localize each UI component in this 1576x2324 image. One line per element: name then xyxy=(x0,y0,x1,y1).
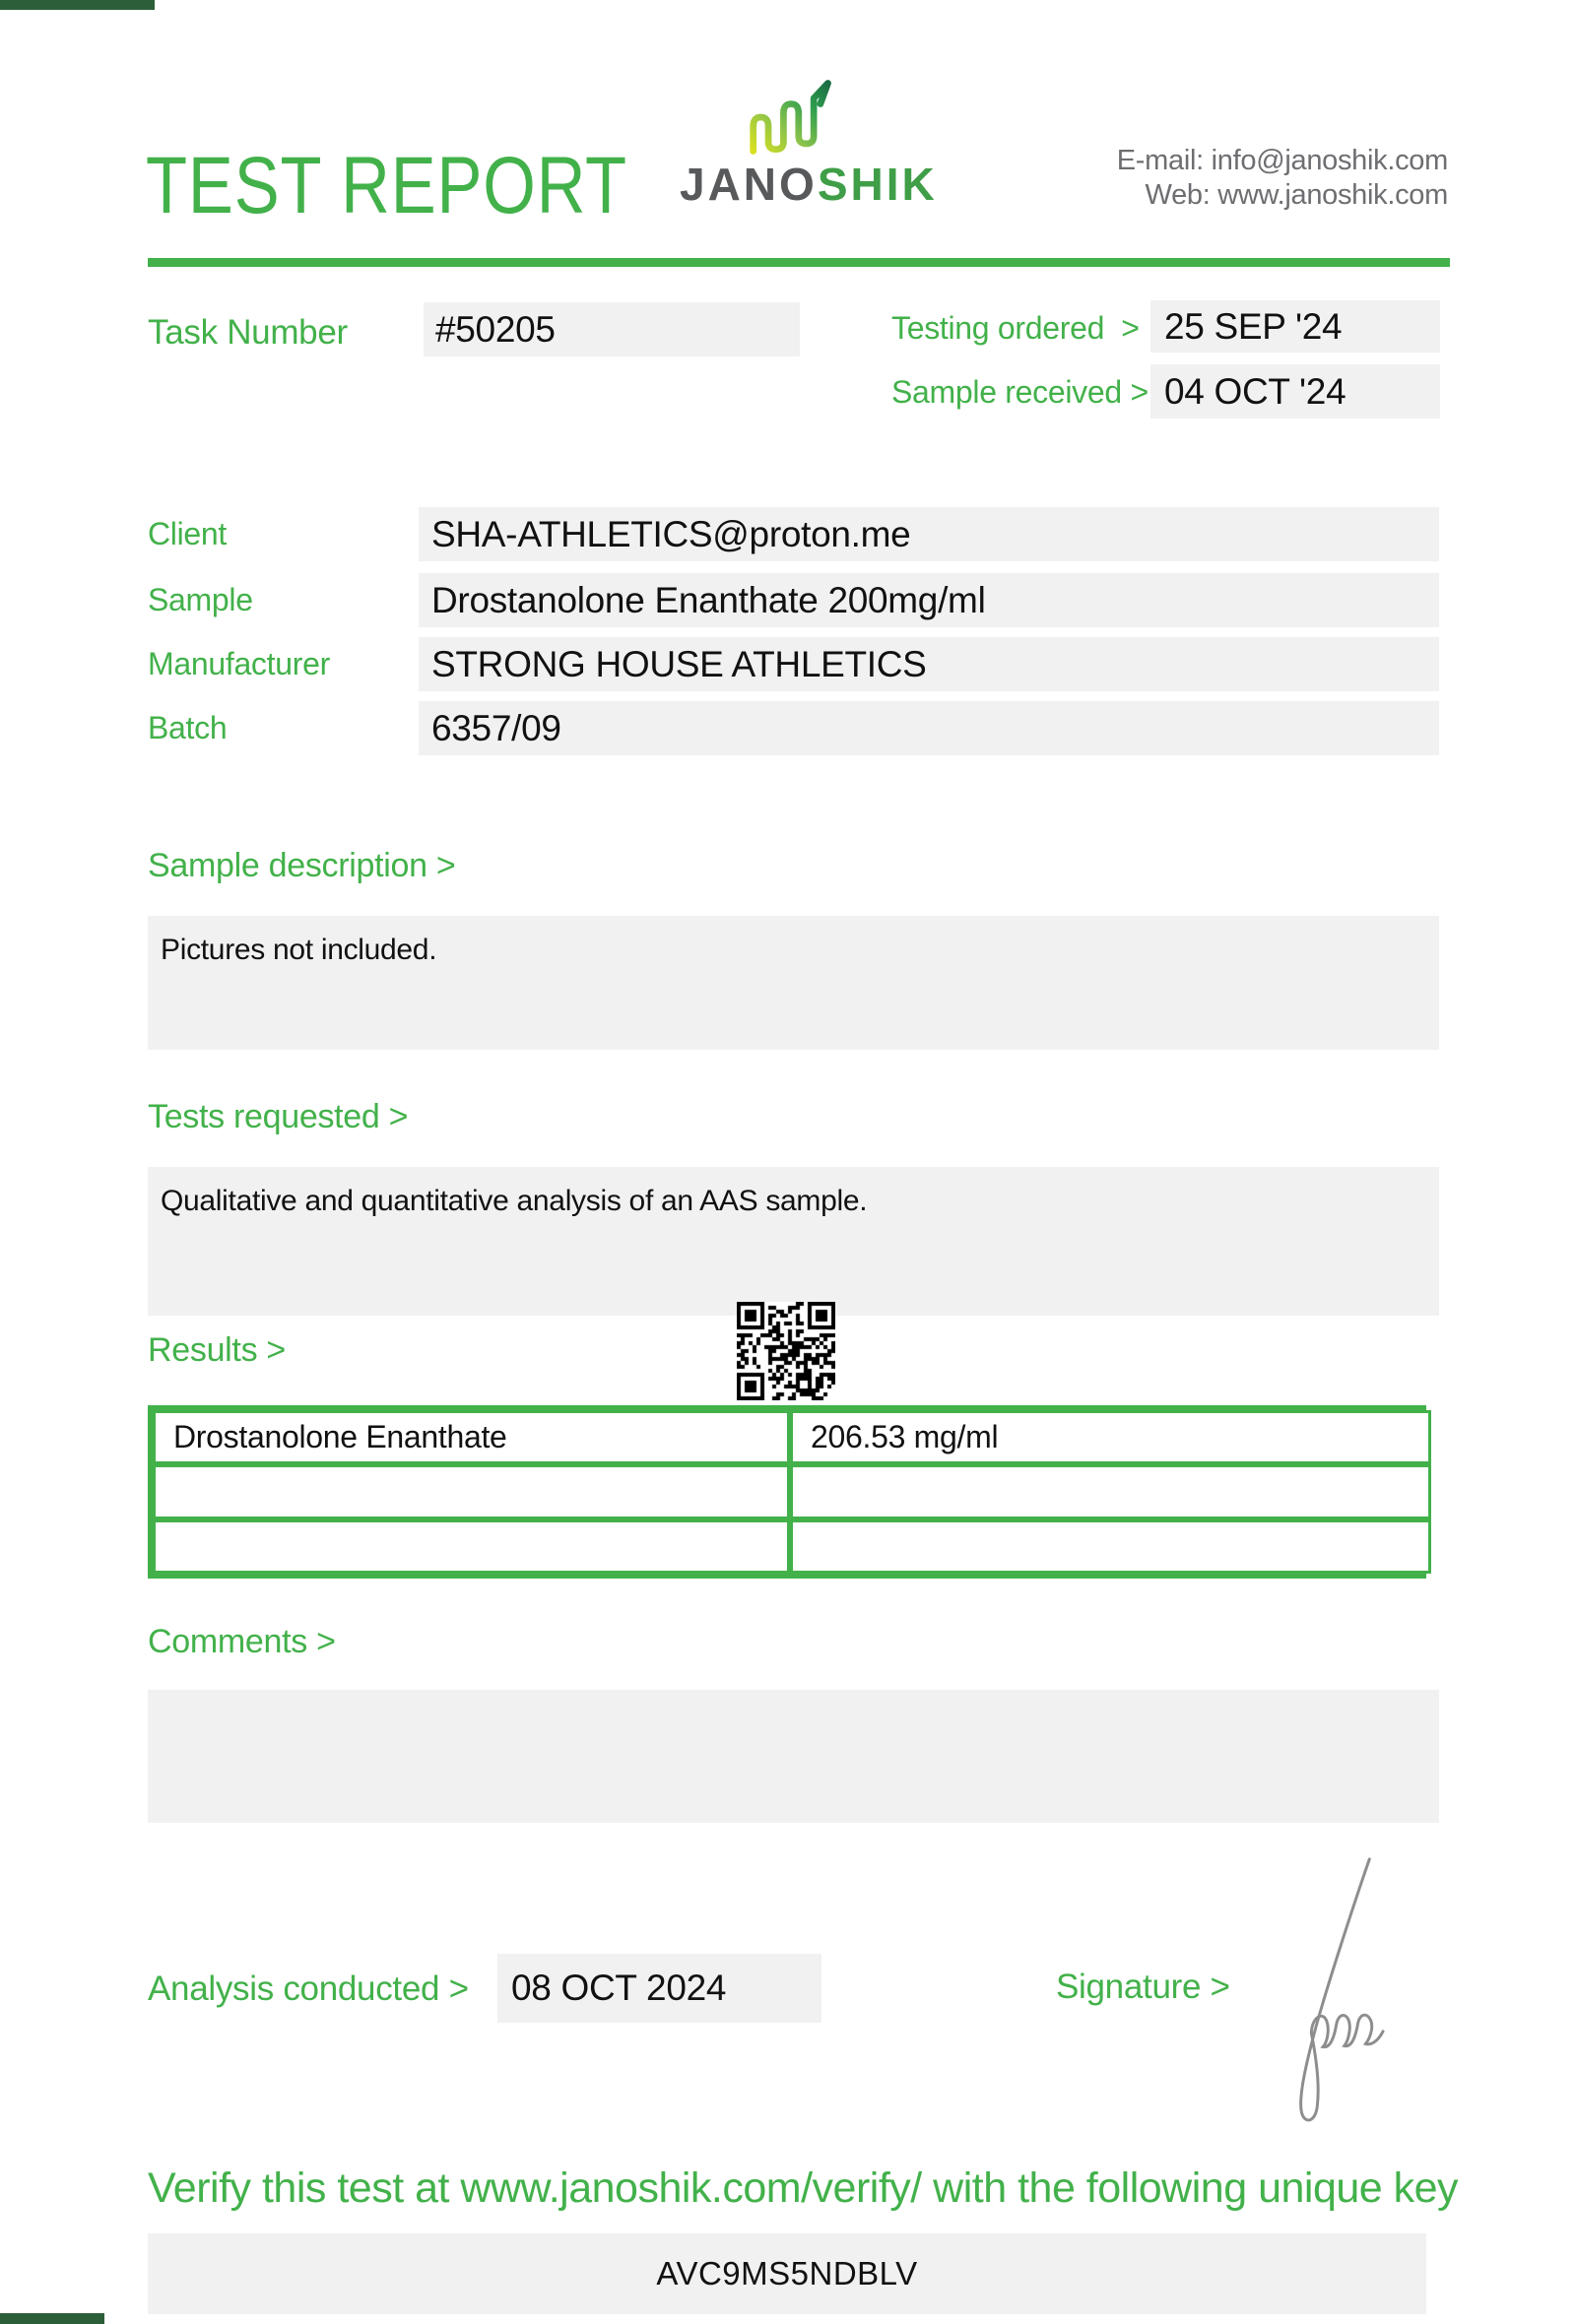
header-divider xyxy=(148,258,1450,267)
analysis-date-box xyxy=(497,1954,821,2023)
qr-code xyxy=(737,1302,835,1400)
sample-label: Sample xyxy=(148,582,253,617)
testing-ordered-value: 25 SEP '24 xyxy=(1164,305,1343,347)
comments-heading: Comments > xyxy=(148,1623,336,1660)
batch-value-box xyxy=(419,701,1439,755)
scan-artifact-bottom xyxy=(0,2313,104,2324)
chevron: > xyxy=(1121,310,1140,346)
verify-key-value: AVC9MS5NDBLV xyxy=(656,2255,918,2292)
result-analyte-cell xyxy=(153,1519,790,1574)
analysis-conducted-label: Analysis conducted > xyxy=(148,1969,469,2008)
verify-key-box xyxy=(148,2233,1426,2314)
analysis-date-value: 08 OCT 2024 xyxy=(511,1968,727,2008)
task-number-value: #50205 xyxy=(435,308,556,350)
result-value-cell xyxy=(790,1519,1431,1574)
sample-received-label: Sample received > xyxy=(891,374,1149,410)
comments-box xyxy=(148,1690,1439,1823)
contact-email: E-mail: info@janoshik.com xyxy=(1116,145,1448,176)
brand-name-left: JANO xyxy=(680,159,818,210)
manufacturer-value-box xyxy=(419,637,1439,691)
contact-block xyxy=(1117,144,1448,213)
sample-value-box xyxy=(419,573,1439,627)
result-analyte-cell xyxy=(153,1464,790,1518)
manufacturer-label: Manufacturer xyxy=(148,646,330,681)
batch-label: Batch xyxy=(148,710,228,745)
contact-web: Web: www.janoshik.com xyxy=(1145,179,1448,211)
sample-received-value: 04 OCT '24 xyxy=(1164,370,1346,412)
result-analyte-cell: Drostanolone Enanthate xyxy=(153,1410,790,1464)
page-title: TEST REPORT xyxy=(146,141,627,230)
client-label: Client xyxy=(148,516,228,551)
sample-description-heading: Sample description > xyxy=(148,847,456,884)
results-heading: Results > xyxy=(148,1331,286,1369)
janoshik-logo xyxy=(680,79,938,211)
brand-wordmark xyxy=(680,158,938,211)
tests-requested-box xyxy=(148,1167,1439,1316)
client-value-box xyxy=(419,507,1439,561)
sample-description-text: Pictures not included. xyxy=(161,934,437,966)
tests-requested-text: Qualitative and quantitative analysis of an AAS sample. xyxy=(161,1185,868,1217)
scan-artifact-top xyxy=(0,0,155,10)
brand-name-right: SHIK xyxy=(817,159,938,210)
chart-growth-icon xyxy=(746,79,840,156)
chevron: > xyxy=(1130,374,1149,410)
results-table xyxy=(148,1405,1426,1579)
result-value-cell xyxy=(790,1464,1431,1518)
verify-instruction: Verify this test at www.janoshik.com/verify/ with the following unique key xyxy=(148,2164,1459,2212)
testing-ordered-value-box xyxy=(1150,300,1440,353)
batch-value: 6357/09 xyxy=(431,707,561,748)
tests-requested-heading: Tests requested > xyxy=(148,1098,409,1135)
task-number-label: Task Number xyxy=(148,313,348,352)
task-number-value-box xyxy=(424,302,800,356)
signature-scribble xyxy=(1273,1853,1389,2134)
testing-ordered-label: Testing ordered > xyxy=(891,310,1140,346)
sample-description-box xyxy=(148,916,1439,1050)
signature-label: Signature > xyxy=(1056,1968,1230,2006)
result-value-cell: 206.53 mg/ml xyxy=(790,1410,1431,1464)
sample-value: Drostanolone Enanthate 200mg/ml xyxy=(431,579,986,620)
manufacturer-value: STRONG HOUSE ATHLETICS xyxy=(431,643,927,684)
client-value: SHA-ATHLETICS@proton.me xyxy=(431,513,911,554)
sample-received-value-box xyxy=(1150,364,1440,419)
